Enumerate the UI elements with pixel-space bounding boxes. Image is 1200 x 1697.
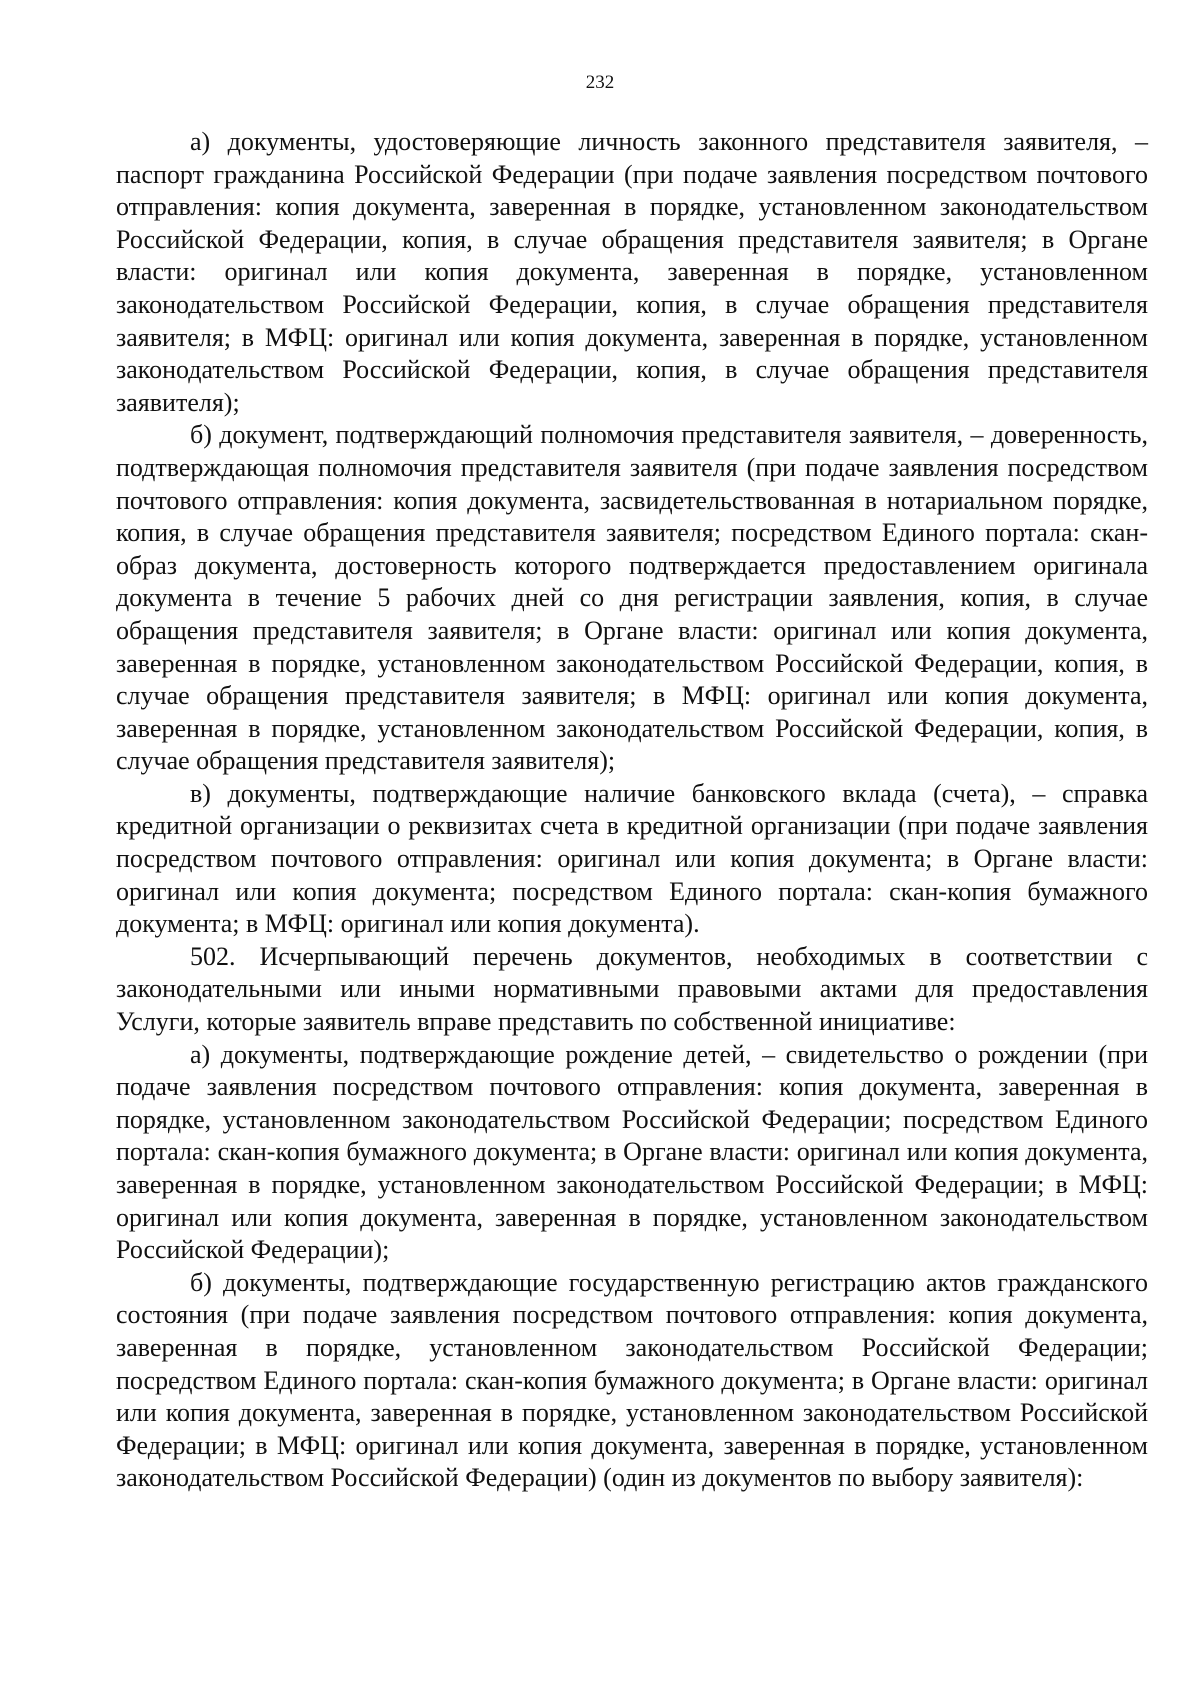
- paragraph-a-legal-representative-identity: а) документы, удостоверяющие личность законного представителя заявителя, – паспорт гражданина Российской Федерации (при подаче заявления посредством почтового отправления: копия документа, заверенная в порядке, установленном законодательством Российской Федерации, копия, в случае обращения представителя заявителя; в Органе власти: оригинал или копия документа, заверенная в порядке, установленном законодательством Российской Федерации, копия, в случае обращения представителя заявителя; в МФЦ: оригинал или копия документа, заверенная в порядке, установленном законодательством Российской Федерации, копия, в случае обращения представителя заявителя);: [116, 127, 1148, 417]
- paragraph-b-representative-authority: б) документ, подтверждающий полномочия представителя заявителя, – доверенность, подтверждающая полномочия представителя заявителя (при подаче заявления посредством почтового отправления: копия документа, засвидетельствованная в нотариальном порядке, копия, в случае обращения представителя заявителя; посредством Единого портала: скан-образ документа, достоверность которого подтверждается предоставлением оригинала документа в течение 5 рабочих дней со дня регистрации заявления, копия, в случае обращения представителя заявителя; в Органе власти: оригинал или копия документа, заверенная в порядке, установленном законодательством Российской Федерации, копия, в случае обращения представителя заявителя; в МФЦ: оригинал или копия документа, заверенная в порядке, установленном законодательством Российской Федерации, копия, в случае обращения представителя заявителя);: [116, 420, 1148, 776]
- paragraph-502-document-list: 502. Исчерпывающий перечень документов, необходимых в соответствии с законодательными или иными нормативными правовыми актами для предоставления Услуги, которые заявитель вправе представить по собственной инициативе:: [116, 941, 1148, 1037]
- paragraph-b-civil-status-registration: б) документы, подтверждающие государственную регистрацию актов гражданского состояния (при подаче заявления посредством почтового отправления: копия документа, заверенная в порядке, установленном законодательством Российской Федерации; посредством Единого портала: скан-копия бумажного документа; в Органе власти: оригинал или копия документа, заверенная в порядке, установленном законодательством Российской Федерации; в МФЦ: оригинал или копия документа, заверенная в порядке, установленном законодательством Российской Федерации) (один из документов по выбору заявителя):: [116, 1267, 1148, 1493]
- document-body: [116, 126, 1148, 1495]
- page-number: 232: [585, 72, 615, 93]
- paragraph-a-birth-certificate: а) документы, подтверждающие рождение детей, – свидетельство о рождении (при подаче заявления посредством почтового отправления: копия документа, заверенная в порядке, установленном законодательством Российской Федерации; посредством Единого портала: скан-копия бумажного документа; в Органе власти: оригинал или копия документа, заверенная в порядке, установленном законодательством Российской Федерации; в МФЦ: оригинал или копия документа, заверенная в порядке, установленном законодательством Российской Федерации);: [116, 1039, 1148, 1265]
- paragraph-v-bank-deposit: в) документы, подтверждающие наличие банковского вклада (счета), – справка кредитной организации о реквизитах счета в кредитной организации (при подаче заявления посредством почтового отправления: оригинал или копия документа; в Органе власти: оригинал или копия документа; посредством Единого портала: скан-копия бумажного документа; в МФЦ: оригинал или копия документа).: [116, 778, 1148, 939]
